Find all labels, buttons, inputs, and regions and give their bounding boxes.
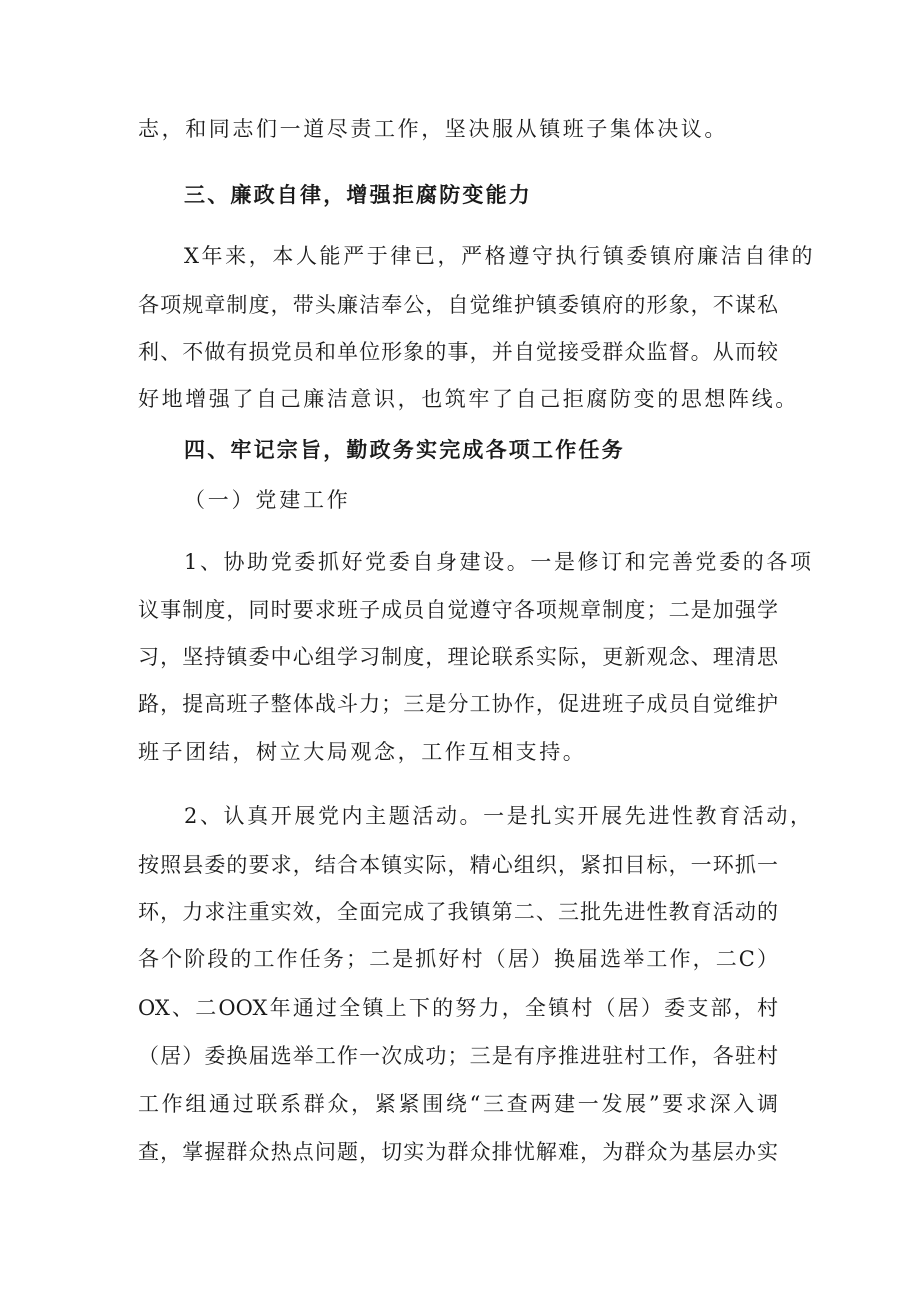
section-heading: 四、牢记宗旨，勤政务实完成各项工作任务 bbox=[184, 437, 625, 462]
paragraph-line: 按照县委的要求，结合本镇实际，精心组织，紧扣目标，一环抓一 bbox=[138, 853, 778, 877]
paragraph-line: X年来，本人能严于律已，严格遵守执行镇委镇府廉洁自律的 bbox=[184, 244, 816, 268]
paragraph-line: 各个阶段的工作任务；二是抓好村（居）换届选举工作，二C） bbox=[138, 947, 778, 971]
paragraph-line: 2、认真开展党内主题活动。一是扎实开展先进性教育活动， bbox=[184, 804, 814, 828]
subsection-heading: （一）党建工作 bbox=[184, 488, 351, 512]
paragraph-line: （居）委换届选举工作一次成功；三是有序推进驻村工作，各驻村 bbox=[138, 1044, 778, 1068]
paragraph-line: 议事制度，同时要求班子成员自觉遵守各项规章制度；二是加强学 bbox=[138, 598, 778, 622]
paragraph-line: 各项规章制度，带头廉洁奉公，自觉维护镇委镇府的形象，不谋私 bbox=[138, 293, 778, 317]
paragraph-line: 班子团结，树立大局观念，工作互相支持。 bbox=[138, 740, 587, 764]
paragraph-line: 利、不做有损党员和单位形象的事，并自觉接受群众监督。从而较 bbox=[138, 340, 778, 364]
paragraph-line: 工作组通过联系群众，紧紧围绕“三查两建一发展”要求深入调 bbox=[138, 1092, 778, 1116]
paragraph-line: 环，力求注重实效，全面完成了我镇第二、三批先进性教育活动的 bbox=[138, 900, 778, 924]
paragraph-line: 习，坚持镇委中心组学习制度，理论联系实际，更新观念、理清思 bbox=[138, 645, 778, 669]
paragraph-line: 好地增强了自己廉洁意识，也筑牢了自己拒腐防变的思想阵线。 bbox=[138, 387, 799, 411]
paragraph-line: 路，提高班子整体战斗力；三是分工协作，促进班子成员自觉维护 bbox=[138, 692, 778, 716]
paragraph-line: 查，掌握群众热点问题，切实为群众排忧解难，为群众为基层办实 bbox=[138, 1140, 778, 1164]
paragraph-line: 志，和同志们一道尽责工作，坚决服从镇班子集体决议。 bbox=[138, 117, 728, 141]
paragraph-line: OX、二OOX年通过全镇上下的努力，全镇村（居）委支部，村 bbox=[138, 996, 778, 1020]
paragraph-line: 1、协助党委抓好党委自身建设。一是修订和完善党委的各项 bbox=[184, 550, 814, 574]
section-heading: 三、廉政自律，增强拒腐防变能力 bbox=[184, 182, 532, 207]
